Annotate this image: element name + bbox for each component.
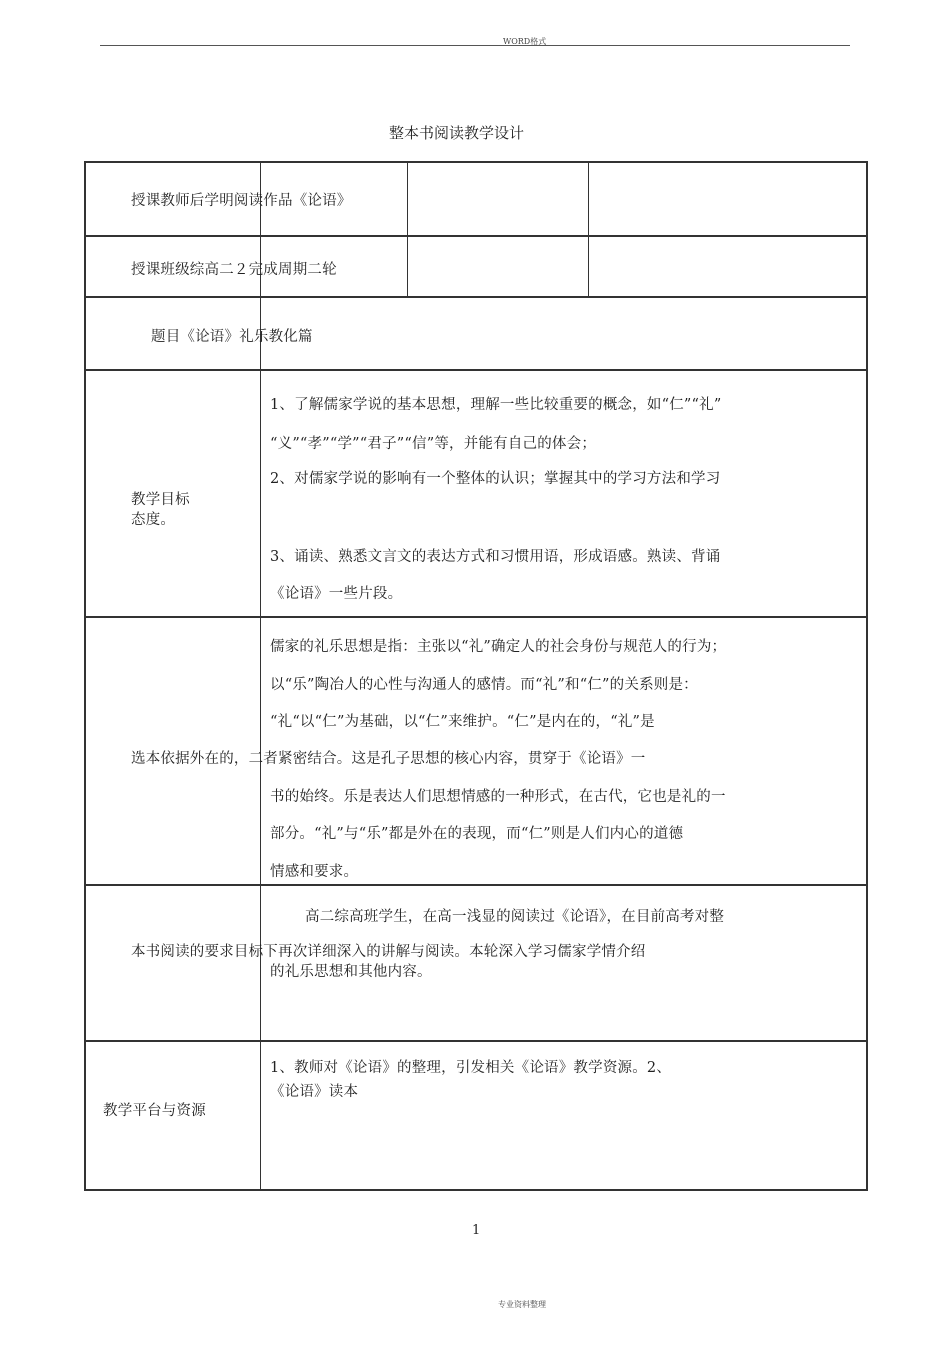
goals-label-line1: 教学目标 xyxy=(131,492,190,508)
table-border-bottom xyxy=(84,1189,868,1191)
footer-text: 专业资料整理 xyxy=(498,1300,546,1309)
table-col-divider xyxy=(260,161,261,1191)
page-number: 1 xyxy=(472,1223,481,1238)
basis-line: 书的始终。乐是表达人们思想情感的一种形式，在古代，它也是礼的一 xyxy=(270,789,726,805)
goals-label-line2: 态度。 xyxy=(131,512,176,528)
header-text: WORD格式 xyxy=(503,37,547,46)
table-border-top xyxy=(84,161,868,163)
basis-line: 部分。“礼”与“乐”都是外在的表现，而“仁”则是人们内心的道德 xyxy=(270,826,684,842)
basis-label-line: 选本依据外在的，二者紧密结合。这是孔子思想的核心内容，贯穿于《论语》一 xyxy=(131,751,646,767)
resources-line: 1、教师对《论语》的整理，引发相关《论语》教学资源。2、 xyxy=(270,1060,672,1076)
goals-line: 3、诵读、熟悉文言文的表达方式和习惯用语，形成语感。熟读、背诵 xyxy=(270,549,721,565)
table-row-divider xyxy=(84,296,868,298)
table-row-divider xyxy=(84,616,868,618)
goals-line: 《论语》一些片段。 xyxy=(270,586,403,602)
table-row-divider xyxy=(84,235,868,237)
teacher-row-text: 授课教师后学明阅读作品《论语》 xyxy=(131,193,352,209)
goals-line: 1、了解儒家学说的基本思想，理解一些比较重要的概念，如“仁”“礼” xyxy=(270,397,722,413)
class-row-text: 授课班级综高二２完成周期二轮 xyxy=(131,262,337,278)
basis-line: “礼“以“仁”为基础，以“仁”来维护。“仁”是内在的，“礼”是 xyxy=(270,714,655,730)
basis-line: 情感和要求。 xyxy=(270,864,359,880)
goals-line: 2、对儒家学说的影响有一个整体的认识；掌握其中的学习方法和学习 xyxy=(270,471,721,487)
table-col-divider xyxy=(407,161,408,297)
table-row-divider xyxy=(84,884,868,886)
table-row-divider xyxy=(84,1040,868,1042)
resources-label: 教学平台与资源 xyxy=(103,1103,206,1119)
document-title: 整本书阅读教学设计 xyxy=(389,124,525,142)
basis-line: 儒家的礼乐思想是指：主张以“礼”确定人的社会身份与规范人的行为； xyxy=(270,639,727,655)
resources-line: 《论语》读本 xyxy=(270,1084,359,1100)
goals-line: “义”“孝”“学”“君子”“信”等，并能有自己的体会； xyxy=(270,436,597,452)
students-line: 本书阅读的要求目标下再次详细深入的讲解与阅读。本轮深入学习儒家学情介绍 xyxy=(131,944,646,960)
students-line: 的礼乐思想和其他内容。 xyxy=(270,964,432,980)
topic-row-text: 题目《论语》礼乐教化篇 xyxy=(151,329,313,345)
students-line: 高二综高班学生，在高一浅显的阅读过《论语》，在目前高考对整 xyxy=(305,909,725,925)
table-border-left xyxy=(84,161,86,1191)
basis-line: 以“乐”陶冶人的心性与沟通人的感情。而“礼”和“仁”的关系则是： xyxy=(270,677,698,693)
header-rule xyxy=(100,45,850,46)
table-row-divider xyxy=(84,369,868,371)
table-col-divider xyxy=(588,161,589,297)
table-border-right xyxy=(866,161,868,1191)
